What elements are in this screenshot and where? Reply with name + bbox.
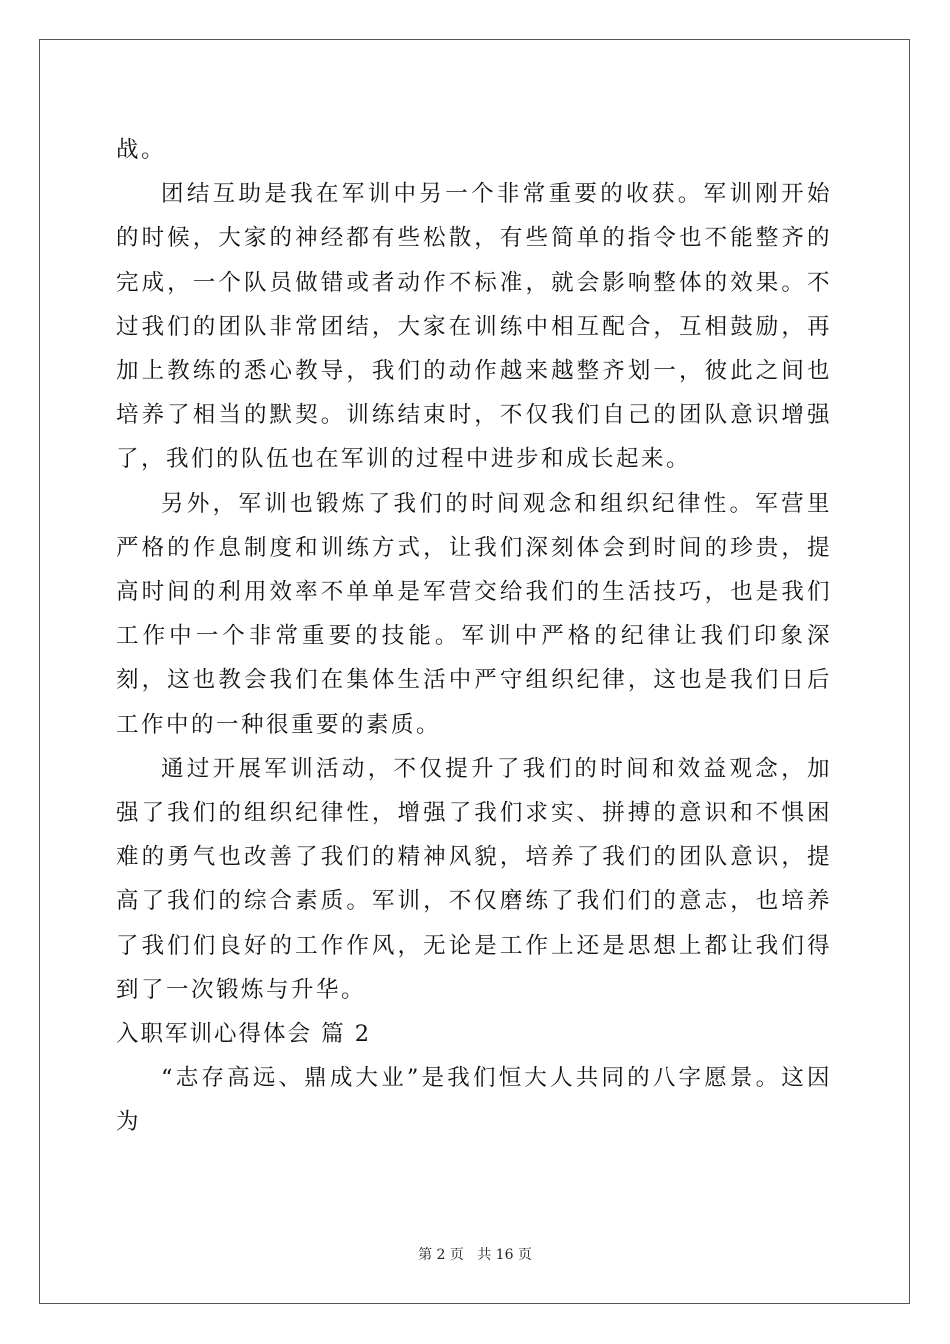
paragraph-vision: “志存高远、鼎成大业”是我们恒大人共同的八字愿景。这因为 bbox=[116, 1065, 832, 1136]
paragraph-summary: 通过开展军训活动，不仅提升了我们的时间和效益观念，加强了我们的组织纪律性，增强了我们求实、拼搏的意识和不惧困难的勇气也改善了我们的精神风貌，培养了我们的团队意识，提高了我们的综合素质。军训，不仅磨练了我们们的意志，也培养了我们们良好的工作作风，无论是工作上还是思想上都让我们得到了一次锻炼与升华。 bbox=[116, 755, 832, 1003]
page-footer bbox=[0, 1244, 950, 1264]
document-body bbox=[116, 128, 832, 1145]
paragraph-discipline: 另外，军训也锻炼了我们的时间观念和组织纪律性。军营里严格的作息制度和训练方式，让我们深刻体会到时间的珍贵，提高时间的利用效率不单单是军营交给我们的生活技巧，也是我们工作中一个非常重要的技能。军训中严格的纪律让我们印象深刻，这也教会我们在集体生活中严守组织纪律，这也是我们日后工作中的一种很重要的素质。 bbox=[116, 490, 832, 738]
section-heading: 入职军训心得体会 篇 2 bbox=[116, 1021, 372, 1048]
paragraph-teamwork: 团结互助是我在军训中另一个非常重要的收获。军训刚开始的时候，大家的神经都有些松散，有些简单的指令也不能整齐的完成，一个队员做错或者动作不标准，就会影响整体的效果。不过我们的团队非常团结，大家在训练中相互配合，互相鼓励，再加上教练的悉心教导，我们的动作越来越整齐划一，彼此之间也培养了相当的默契。训练结束时，不仅我们自己的团队意识增强了，我们的队伍也在军训的过程中进步和成长起来。 bbox=[116, 181, 832, 473]
page-number: 第 2 页 共 16 页 bbox=[418, 1247, 532, 1263]
paragraph-continuation: 战。 bbox=[116, 137, 167, 163]
